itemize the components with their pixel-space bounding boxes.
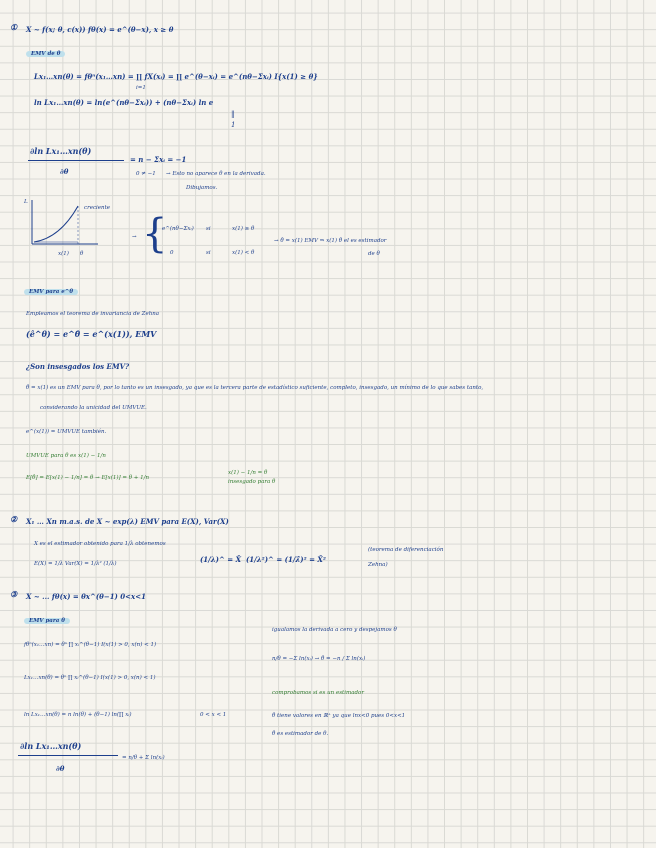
unbiased-answer-2: considerando la unicidad del UMVUE.	[40, 405, 147, 411]
case2-cond: x(1) < θ	[232, 250, 255, 256]
derivative-denominator: ∂θ	[60, 167, 69, 176]
likelihood-line: Lx₁…xn(θ) = fθⁿ(x₁…xn) = ∏ fX(xᵢ) = ∏ e^(θ−xᵢ) = e^(nθ−Σxᵢ) I{x(1) ≥ θ}	[34, 72, 318, 81]
problem3-right-2: n/θ = −Σ ln(xᵢ) → θ̂ = −n / Σ ln(xᵢ)	[272, 656, 366, 662]
problem2-line2: E(X) = 1/λ Var(X) = 1/λ² (1/λ)	[34, 561, 117, 567]
problem3-derivative-result: = n/θ + Σ ln(xᵢ)	[122, 755, 165, 761]
graph-curve-label: creciente	[84, 205, 111, 211]
problem3-line3: ln Lx₁…xn(θ) = n ln(θ) + (θ−1) ln(∏ xᵢ)	[24, 712, 132, 718]
cases-brace: {	[142, 211, 168, 257]
problem1-header: X ~ f(x; θ, c(x)) fθ(x) = e^(θ−x), x ≥ θ	[26, 25, 174, 34]
derivative-numerator: ∂ln Lx₁…xn(θ)	[30, 146, 92, 156]
problem2-side-note-b: Zehna)	[368, 562, 388, 568]
expectation-line: E[θ̂] = E[x(1) − 1/n] = θ → E[x(1)] = θ + 1/n	[26, 475, 150, 481]
derivative-note-c: Dibujamos.	[186, 185, 218, 191]
problem3-line3-cond: 0 < x < 1	[200, 712, 227, 718]
graph-y-label: L	[24, 199, 28, 205]
problem1-emv-label	[26, 50, 65, 59]
expectation-note-a: x(1) − 1/n = θ	[228, 470, 268, 476]
cases-arrow: →	[132, 234, 137, 240]
emv-e-theta-formula: (ê^θ) = e^θ̂ = e^(x(1)), EMV	[26, 329, 157, 339]
problem2-formula-b: (1/λ²)^ = (1/λ̂)² = X̄²	[246, 555, 326, 564]
derivative-result: = n − Σxᵢ = −1	[130, 155, 187, 164]
case2-expr: 0	[170, 250, 174, 256]
problem3-line2: Lx₁…xn(θ) = θⁿ ∏ xᵢ^(θ−1) I(x(1) > 0, x(n) < 1)	[24, 675, 156, 681]
problem3-right-5: θ̂ es estimador de θ.	[272, 731, 329, 737]
problem3-fraction-bar	[18, 755, 118, 756]
emv-e-highlight: EMV para e^θ	[24, 289, 78, 295]
case1-cond-word: si	[206, 226, 211, 232]
unbiased-answer-3: e^(x(1)) = UMVUE también.	[26, 429, 107, 435]
problem1-number: ①	[10, 22, 18, 32]
problem3-right-3: comprobamos si es un estimador	[272, 690, 364, 696]
emv-conclusion-sub: de θ	[368, 251, 380, 257]
loglik-line: ln Lx₁…xn(θ) = ln(e^(nθ−Σxᵢ)) + (nθ−Σxᵢ) ln e	[34, 98, 214, 107]
problem2-side-note-a: (teorema de diferenciación	[368, 547, 444, 553]
case1-cond: x(1) ≥ θ	[232, 226, 255, 232]
invariance-text: Empleamos el teorema de invariancia de Zehna	[26, 311, 160, 317]
problem3-derivative-denominator: ∂θ	[56, 764, 65, 773]
derivative-note-b: → Esto no aparece θ en la derivada.	[166, 171, 266, 177]
emv-e-theta-label	[24, 288, 78, 297]
emv-conclusion: → θ̂ = x(1) EMV ⇒ x(1) θ̂ el es estimador	[274, 238, 387, 244]
problem2-header: X₁ … Xn m.a.s. de X ~ exp(λ) EMV para E(X), Var(X)	[26, 517, 229, 526]
problem2-line1: X es el estimador obtenido para 1/λ obtenemos	[34, 541, 166, 547]
expectation-note-b: insesgado para θ	[228, 479, 276, 485]
problem2-formula-a: (1/λ)^ = X̄	[200, 555, 241, 564]
unbiased-answer-1: θ̂ = x(1) es un EMV para θ, por lo tanto es un insesgado, ya que es la tercera parte de estadístico suficiente, completo, insesgado, un mínimo de lo que sabes tanto,	[26, 385, 484, 391]
emv-highlight: EMV de θ	[26, 51, 65, 57]
problem3-line1: fθⁿ(x₁…xn) = θⁿ ∏ xᵢ^(θ−1) I(x(1) > 0, x(n) < 1)	[24, 642, 157, 648]
case1-expr: e^(nθ−Σxᵢ)	[162, 226, 194, 232]
problem3-right-4: θ̂ tiene valores en ℝ⁺ ya que lnx<0 pues 0<x<1	[272, 713, 406, 719]
loglik-one: 1	[231, 121, 236, 129]
unbiased-question: ¿Son insesgados los EMV?	[26, 362, 130, 371]
problem3-right-1: igualamos la derivada a cero y despejamos θ	[272, 627, 397, 633]
derivative-fraction-bar	[28, 160, 124, 161]
problem2-number: ②	[10, 514, 18, 524]
umvue-line: UMVUE para θ es x(1) − 1/n	[26, 453, 106, 459]
problem3-derivative-numerator: ∂ln Lx₁…xn(θ)	[20, 741, 82, 751]
problem3-header: X ~ ... fθ(x) = θx^(θ−1) 0<x<1	[26, 592, 146, 601]
graph-x1-label: x(1)	[58, 251, 69, 257]
graph-x2-label: θ	[80, 251, 84, 257]
loglik-equals-mark: ‖	[231, 110, 235, 118]
problem3-number: ③	[10, 589, 18, 599]
emv-theta-highlight: EMV para θ	[24, 618, 70, 624]
derivative-note-a: 0 ≠ −1	[136, 171, 156, 177]
product-limits: i=1	[136, 85, 146, 91]
case2-cond-word: si	[206, 250, 211, 256]
problem3-emv-label	[24, 617, 70, 626]
